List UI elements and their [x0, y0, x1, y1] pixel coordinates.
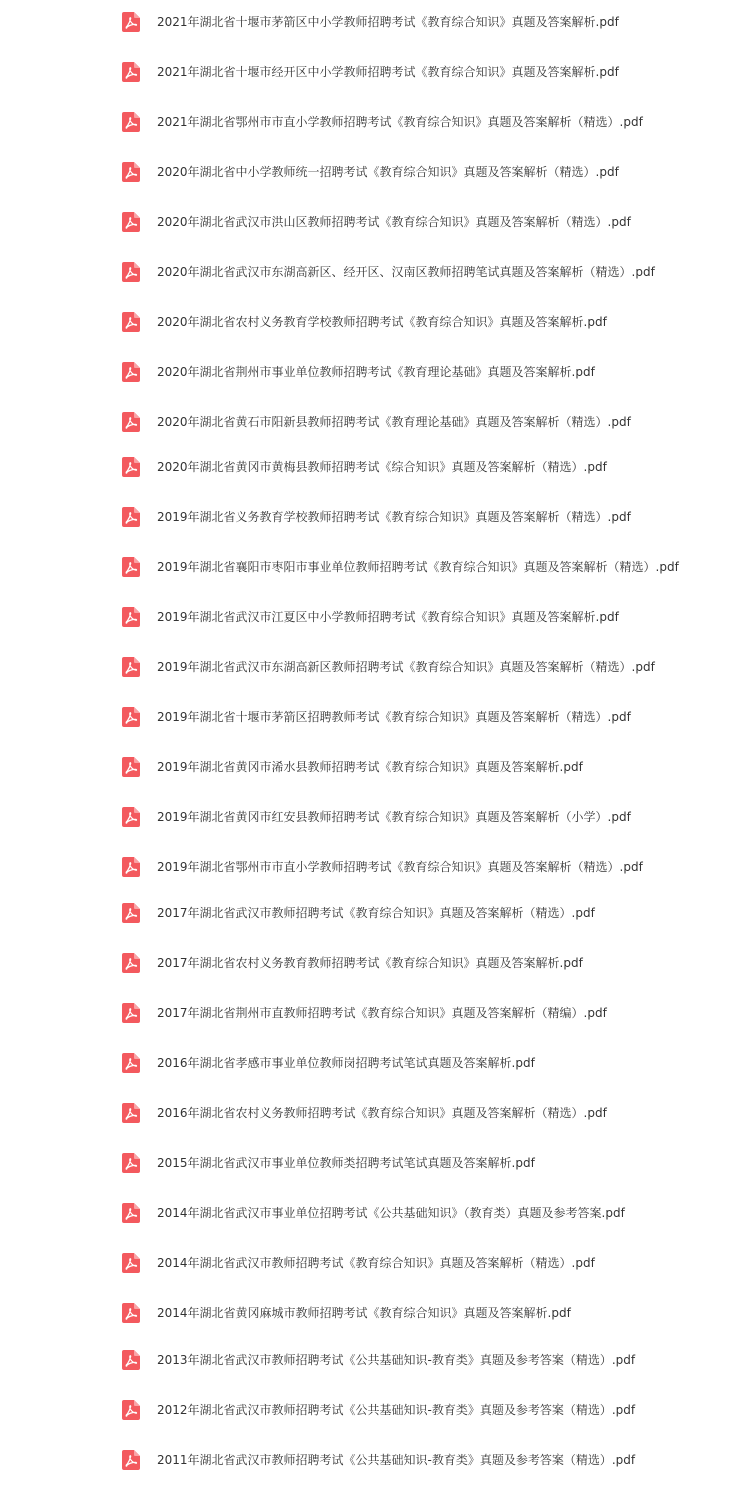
file-item[interactable]	[122, 1302, 722, 1324]
file-item[interactable]	[122, 1252, 722, 1274]
file-item[interactable]	[122, 211, 722, 233]
pdf-icon	[122, 362, 140, 382]
pdf-icon	[122, 903, 140, 923]
file-item[interactable]	[122, 1152, 722, 1174]
pdf-icon	[122, 507, 140, 527]
file-name: 2020年湖北省黄冈市黄梅县教师招聘考试《综合知识》真题及答案解析（精选）.pdf	[157, 460, 607, 474]
pdf-icon	[122, 1303, 140, 1323]
file-name: 2013年湖北省武汉市教师招聘考试《公共基础知识-教育类》真题及参考答案（精选）.pdf	[157, 1353, 636, 1367]
file-name: 2016年湖北省农村义务教师招聘考试《教育综合知识》真题及答案解析（精选）.pdf	[157, 1106, 607, 1120]
file-name: 2016年湖北省孝感市事业单位教师岗招聘考试笔试真题及答案解析.pdf	[157, 1056, 535, 1070]
file-item[interactable]	[122, 952, 722, 974]
file-item[interactable]	[122, 856, 722, 878]
pdf-icon	[122, 1053, 140, 1073]
file-name: 2011年湖北省武汉市教师招聘考试《公共基础知识-教育类》真题及参考答案（精选）.pdf	[157, 1453, 636, 1467]
file-name: 2020年湖北省荆州市事业单位教师招聘考试《教育理论基础》真题及答案解析.pdf	[157, 365, 595, 379]
file-item[interactable]	[122, 11, 722, 33]
file-name: 2019年湖北省黄冈市红安县教师招聘考试《教育综合知识》真题及答案解析（小学）.pdf	[157, 810, 631, 824]
pdf-icon	[122, 12, 140, 32]
file-item[interactable]	[122, 706, 722, 728]
file-name: 2017年湖北省荆州市直教师招聘考试《教育综合知识》真题及答案解析（精编）.pdf	[157, 1006, 607, 1020]
pdf-icon	[122, 857, 140, 877]
pdf-icon	[122, 412, 140, 432]
file-name: 2019年湖北省武汉市江夏区中小学教师招聘考试《教育综合知识》真题及答案解析.pdf	[157, 610, 619, 624]
pdf-icon	[122, 1350, 140, 1370]
file-name: 2020年湖北省中小学教师统一招聘考试《教育综合知识》真题及答案解析（精选）.pdf	[157, 165, 619, 179]
pdf-icon	[122, 1203, 140, 1223]
pdf-icon	[122, 557, 140, 577]
pdf-icon	[122, 262, 140, 282]
file-item[interactable]	[122, 111, 722, 133]
pdf-icon	[122, 162, 140, 182]
file-name: 2012年湖北省武汉市教师招聘考试《公共基础知识-教育类》真题及参考答案（精选）.pdf	[157, 1403, 636, 1417]
pdf-icon	[122, 807, 140, 827]
pdf-icon	[122, 1253, 140, 1273]
pdf-icon	[122, 707, 140, 727]
file-name: 2017年湖北省武汉市教师招聘考试《教育综合知识》真题及答案解析（精选）.pdf	[157, 906, 595, 920]
pdf-icon	[122, 212, 140, 232]
pdf-icon	[122, 1003, 140, 1023]
file-name: 2020年湖北省农村义务教育学校教师招聘考试《教育综合知识》真题及答案解析.pdf	[157, 315, 607, 329]
pdf-icon	[122, 1450, 140, 1470]
file-name: 2019年湖北省十堰市茅箭区招聘教师考试《教育综合知识》真题及答案解析（精选）.pdf	[157, 710, 631, 724]
file-item[interactable]	[122, 656, 722, 678]
file-item[interactable]	[122, 506, 722, 528]
file-item[interactable]	[122, 311, 722, 333]
file-name: 2019年湖北省武汉市东湖高新区教师招聘考试《教育综合知识》真题及答案解析（精选）.pdf	[157, 660, 655, 674]
pdf-icon	[122, 312, 140, 332]
file-item[interactable]	[122, 361, 722, 383]
file-name: 2019年湖北省黄冈市浠水县教师招聘考试《教育综合知识》真题及答案解析.pdf	[157, 760, 583, 774]
file-item[interactable]	[122, 1349, 722, 1371]
pdf-icon	[122, 457, 140, 477]
file-item[interactable]	[122, 606, 722, 628]
file-name: 2020年湖北省黄石市阳新县教师招聘考试《教育理论基础》真题及答案解析（精选）.pdf	[157, 415, 631, 429]
file-item[interactable]	[122, 1399, 722, 1421]
file-item[interactable]	[122, 161, 722, 183]
file-name: 2021年湖北省十堰市经开区中小学教师招聘考试《教育综合知识》真题及答案解析.pdf	[157, 65, 619, 79]
pdf-icon	[122, 1400, 140, 1420]
file-item[interactable]	[122, 61, 722, 83]
file-name: 2014年湖北省黄冈麻城市教师招聘考试《教育综合知识》真题及答案解析.pdf	[157, 1306, 571, 1320]
pdf-icon	[122, 112, 140, 132]
file-item[interactable]	[122, 1052, 722, 1074]
file-item[interactable]	[122, 1202, 722, 1224]
file-name: 2015年湖北省武汉市事业单位教师类招聘考试笔试真题及答案解析.pdf	[157, 1156, 535, 1170]
file-item[interactable]	[122, 1002, 722, 1024]
file-name: 2019年湖北省义务教育学校教师招聘考试《教育综合知识》真题及答案解析（精选）.pdf	[157, 510, 631, 524]
file-item[interactable]	[122, 261, 722, 283]
pdf-icon	[122, 953, 140, 973]
file-item[interactable]	[122, 556, 722, 578]
file-name: 2021年湖北省十堰市茅箭区中小学教师招聘考试《教育综合知识》真题及答案解析.pdf	[157, 15, 619, 29]
file-item[interactable]	[122, 1449, 722, 1471]
file-name: 2017年湖北省农村义务教育教师招聘考试《教育综合知识》真题及答案解析.pdf	[157, 956, 583, 970]
file-name: 2019年湖北省襄阳市枣阳市事业单位教师招聘考试《教育综合知识》真题及答案解析（精选）.pdf	[157, 560, 679, 574]
file-name: 2014年湖北省武汉市教师招聘考试《教育综合知识》真题及答案解析（精选）.pdf	[157, 1256, 595, 1270]
pdf-icon	[122, 657, 140, 677]
file-name: 2021年湖北省鄂州市市直小学教师招聘考试《教育综合知识》真题及答案解析（精选）.pdf	[157, 115, 643, 129]
file-item[interactable]	[122, 456, 722, 478]
file-item[interactable]	[122, 756, 722, 778]
pdf-icon	[122, 757, 140, 777]
file-item[interactable]	[122, 806, 722, 828]
pdf-icon	[122, 62, 140, 82]
pdf-icon	[122, 607, 140, 627]
file-item[interactable]	[122, 1102, 722, 1124]
file-name: 2019年湖北省鄂州市市直小学教师招聘考试《教育综合知识》真题及答案解析（精选）.pdf	[157, 860, 643, 874]
pdf-icon	[122, 1153, 140, 1173]
file-name: 2014年湖北省武汉市事业单位招聘考试《公共基础知识》（教育类）真题及参考答案.pdf	[157, 1206, 625, 1220]
file-name: 2020年湖北省武汉市东湖高新区、经开区、汉南区教师招聘笔试真题及答案解析（精选）.pdf	[157, 265, 655, 279]
file-name: 2020年湖北省武汉市洪山区教师招聘考试《教育综合知识》真题及答案解析（精选）.pdf	[157, 215, 631, 229]
file-item[interactable]	[122, 411, 722, 433]
pdf-icon	[122, 1103, 140, 1123]
file-item[interactable]	[122, 902, 722, 924]
